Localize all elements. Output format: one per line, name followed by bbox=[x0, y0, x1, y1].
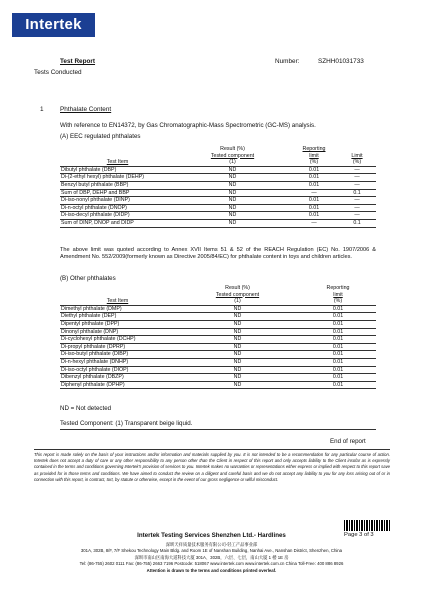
cell-item: Dimethyl phthalate (DMP) bbox=[60, 305, 175, 313]
cell-result: ND bbox=[175, 328, 300, 336]
section-number: 1 bbox=[40, 106, 44, 113]
terms-attention: Attention is drawn to the terms and conditions printed overleaf. bbox=[146, 568, 277, 573]
cell-item: Di-iso-decyl phthalate (DIDP) bbox=[60, 212, 175, 220]
cell-limit: — bbox=[338, 197, 376, 205]
eec-phthalates-table bbox=[60, 146, 376, 228]
col-header-component-no: (1) bbox=[234, 298, 241, 305]
disclaimer: This report is made solely on the basis of your instructions and/or information and materials supplied by you. It is not intended to be a recommendation for any particular course of action. Intertek does not accept a duty of care or any other responsibility to any person other than the Client in respect of this report and only accepts liability to the Client insofar as is expressly contained in the terms and conditions governing Intertek's provision of services to you. Intertek makes no warranties or representations either express or implied with respect to this report save as provided for in those terms and conditions. We have aimed to conduct the review on a diligent and careful basis and we do not accept any liability to you for any loss arising out of or in connection with this report, in contract, tort, by statute or otherwise, except in the event of our gross negligence or wilful misconduct. bbox=[34, 452, 390, 482]
table-row bbox=[60, 366, 376, 374]
cell-result: ND bbox=[175, 212, 290, 220]
cell-rl: 0.01 bbox=[300, 374, 376, 382]
end-of-report: End of report bbox=[330, 438, 366, 445]
cell-rl: 0.01 bbox=[300, 358, 376, 366]
cell-item: Dibenzyl phthalate (DBZP) bbox=[60, 374, 175, 382]
table-row bbox=[60, 343, 376, 351]
cell-rl: 0.01 bbox=[290, 181, 338, 189]
table-row bbox=[60, 336, 376, 344]
col-header-reporting-limit: Reporting bbox=[326, 285, 350, 291]
cell-item: Di-n-octyl phthalate (DNOP) bbox=[60, 204, 175, 212]
col-header-result: Result (%) bbox=[220, 146, 245, 152]
cell-rl: — bbox=[290, 189, 338, 197]
cell-rl: 0.01 bbox=[300, 328, 376, 336]
cell-result: ND bbox=[175, 219, 290, 227]
other-phthalates-table bbox=[60, 285, 376, 389]
address-1: 301A, 302B, 8/F, 7/F Shekou Technology Main Bldg. and Room 1E of Nanshan Building, bbox=[80, 548, 249, 553]
address-cn: 深圳市南山区南海大道科技大厦 301A、302B，六层、七层，南山大厦 1 楼 1E 房 bbox=[134, 555, 289, 560]
cell-item: Dibutyl phthalate (DBP) bbox=[60, 166, 175, 174]
table-row bbox=[60, 174, 376, 182]
company-name-cn: 深圳天祥质量技术服务有限公司-轻工产品事业部 bbox=[165, 542, 258, 547]
contact-line bbox=[40, 561, 383, 567]
col-header-reporting-limit: Reporting bbox=[302, 146, 326, 152]
divider bbox=[34, 449, 390, 450]
table-row bbox=[60, 381, 376, 389]
cell-result: ND bbox=[175, 351, 300, 359]
cell-rl: 0.01 bbox=[290, 197, 338, 205]
cell-result: ND bbox=[175, 166, 290, 174]
cell-result: ND bbox=[175, 381, 300, 389]
tested-component-note: Tested Component: (1) Transparent beige liquid. bbox=[60, 420, 193, 427]
company-name: Intertek Testing Services Shenzhen Ltd.- Hardlines bbox=[137, 532, 286, 539]
cell-limit: — bbox=[338, 212, 376, 220]
method-intro: With reference to EN14372, by Gas Chromatographic-Mass Spectrometric (GC-MS) analysis. bbox=[60, 122, 316, 129]
cell-item: Sum of DBP, DEHP and BBP bbox=[60, 189, 175, 197]
page-number: Page 3 of 3 bbox=[344, 532, 374, 538]
table-row bbox=[60, 212, 376, 220]
col-header-tested-component: Tested component bbox=[215, 291, 260, 298]
cell-rl: 0.01 bbox=[290, 174, 338, 182]
cell-rl: 0.01 bbox=[300, 320, 376, 328]
col-header-tested-component: Tested component bbox=[210, 152, 255, 159]
cell-result: ND bbox=[175, 343, 300, 351]
cell-result: ND bbox=[175, 366, 300, 374]
cell-item: Di-iso-nonyl phthalate (DINP) bbox=[60, 197, 175, 205]
tel-fax: Tel: (86-755) 2602 0111 Fax: (86-755) 2663 7196 Postcode: 518067 bbox=[79, 561, 209, 566]
cell-result: ND bbox=[175, 336, 300, 344]
cell-rl: 0.01 bbox=[300, 305, 376, 313]
cell-item: Di-n-hexyl phthalate (DNHP) bbox=[60, 358, 175, 366]
cell-item: Dinonyl phthalate (DNP) bbox=[60, 328, 175, 336]
cell-result: ND bbox=[175, 204, 290, 212]
table-row bbox=[60, 305, 376, 313]
table-row bbox=[60, 351, 376, 359]
cell-limit: 0.1 bbox=[338, 189, 376, 197]
web-links: www.intertek.com www.intertek.com.cn China Toll-Free: 400 886 8926 bbox=[210, 561, 344, 566]
cell-limit: — bbox=[338, 174, 376, 182]
cell-item: Diphenyl phthalate (DPHP) bbox=[60, 381, 175, 389]
col-header-result: Result (%) bbox=[225, 285, 250, 291]
cell-result: ND bbox=[175, 174, 290, 182]
col-header-reporting-limit-unit: (%) bbox=[309, 159, 319, 166]
cell-item: Di-propyl phthalate (DPRP) bbox=[60, 343, 175, 351]
cell-rl: 0.01 bbox=[300, 343, 376, 351]
col-header-reporting-limit-2: limit bbox=[333, 291, 343, 298]
cell-result: ND bbox=[175, 181, 290, 189]
cell-rl: 0.01 bbox=[290, 204, 338, 212]
cell-item: Di-iso-butyl phthalate (DIBP) bbox=[60, 351, 175, 359]
address-2: Nanhai Ave., Nanshan District, Shenzhen, China bbox=[249, 548, 343, 553]
cell-result: ND bbox=[175, 374, 300, 382]
subsection-a-title: (A) EEC regulated phthalates bbox=[60, 133, 141, 140]
cell-rl: 0.01 bbox=[290, 166, 338, 174]
cell-result: ND bbox=[175, 189, 290, 197]
cell-item: Diethyl phthalate (DEP) bbox=[60, 313, 175, 321]
col-header-reporting-limit-2: limit bbox=[309, 152, 319, 159]
cell-result: ND bbox=[175, 197, 290, 205]
col-header-limit-unit: (%) bbox=[352, 159, 362, 166]
cell-rl: 0.01 bbox=[300, 351, 376, 359]
cell-rl: — bbox=[290, 219, 338, 227]
cell-limit: — bbox=[338, 181, 376, 189]
table-row bbox=[60, 181, 376, 189]
cell-item: Sum of DINP, DNOP and DIDP bbox=[60, 219, 175, 227]
cell-rl: 0.01 bbox=[290, 212, 338, 220]
table-row bbox=[60, 189, 376, 197]
cell-item: Di-iso-octyl phthalate (DIOP) bbox=[60, 366, 175, 374]
table-row bbox=[60, 328, 376, 336]
col-header-limit: Limit bbox=[351, 152, 363, 159]
table-row bbox=[60, 197, 376, 205]
subsection-b-title: (B) Other phthalates bbox=[60, 275, 116, 282]
report-number: SZHH01031733 bbox=[318, 58, 364, 65]
col-header-component-no: (1) bbox=[229, 159, 236, 166]
cell-rl: 0.01 bbox=[300, 381, 376, 389]
cell-limit: — bbox=[338, 204, 376, 212]
cell-result: ND bbox=[175, 358, 300, 366]
report-title: Test Report bbox=[60, 58, 96, 65]
cell-limit: 0.1 bbox=[338, 219, 376, 227]
cell-result: ND bbox=[175, 305, 300, 313]
table-row bbox=[60, 374, 376, 382]
cell-item: Dipentyl phthalate (DPP) bbox=[60, 320, 175, 328]
table-row bbox=[60, 320, 376, 328]
cell-limit: — bbox=[338, 166, 376, 174]
divider bbox=[60, 429, 376, 430]
table-row bbox=[60, 219, 376, 227]
intertek-logo: Intertek bbox=[12, 13, 95, 37]
cell-rl: 0.01 bbox=[300, 336, 376, 344]
address-line bbox=[40, 548, 383, 554]
cell-result: ND bbox=[175, 320, 300, 328]
col-header-reporting-limit-unit: (%) bbox=[333, 298, 343, 305]
cell-item: Di-cyclohexyl phthalate (DCHP) bbox=[60, 336, 175, 344]
tests-conducted-heading: Tests Conducted bbox=[34, 69, 82, 76]
cell-result: ND bbox=[175, 313, 300, 321]
table-row bbox=[60, 204, 376, 212]
nd-definition: ND = Not detected bbox=[60, 405, 112, 412]
table-row bbox=[60, 313, 376, 321]
cell-rl: 0.01 bbox=[300, 366, 376, 374]
table-row bbox=[60, 166, 376, 174]
section-title: Phthalate Content bbox=[60, 106, 112, 113]
limit-note: The above limit was quoted according to Annex XVII Items 51 & 52 of the REACH Regulation (EC) No. 1907/2006 & Amendment No. 552/2009(formerly known as Directive 2005/84/EC) for phthalate content in toys and children articles. bbox=[60, 247, 376, 260]
number-label: Number: bbox=[275, 58, 300, 65]
cell-item: Di-(2-ethyl hexyl) phthalate (DEHP) bbox=[60, 174, 175, 182]
col-header-test-item: Test Item bbox=[106, 298, 129, 305]
barcode bbox=[344, 520, 390, 531]
col-header-test-item: Test Item bbox=[106, 159, 129, 166]
table-row bbox=[60, 358, 376, 366]
cell-rl: 0.01 bbox=[300, 313, 376, 321]
cell-item: Benzyl butyl phthalate (BBP) bbox=[60, 181, 175, 189]
